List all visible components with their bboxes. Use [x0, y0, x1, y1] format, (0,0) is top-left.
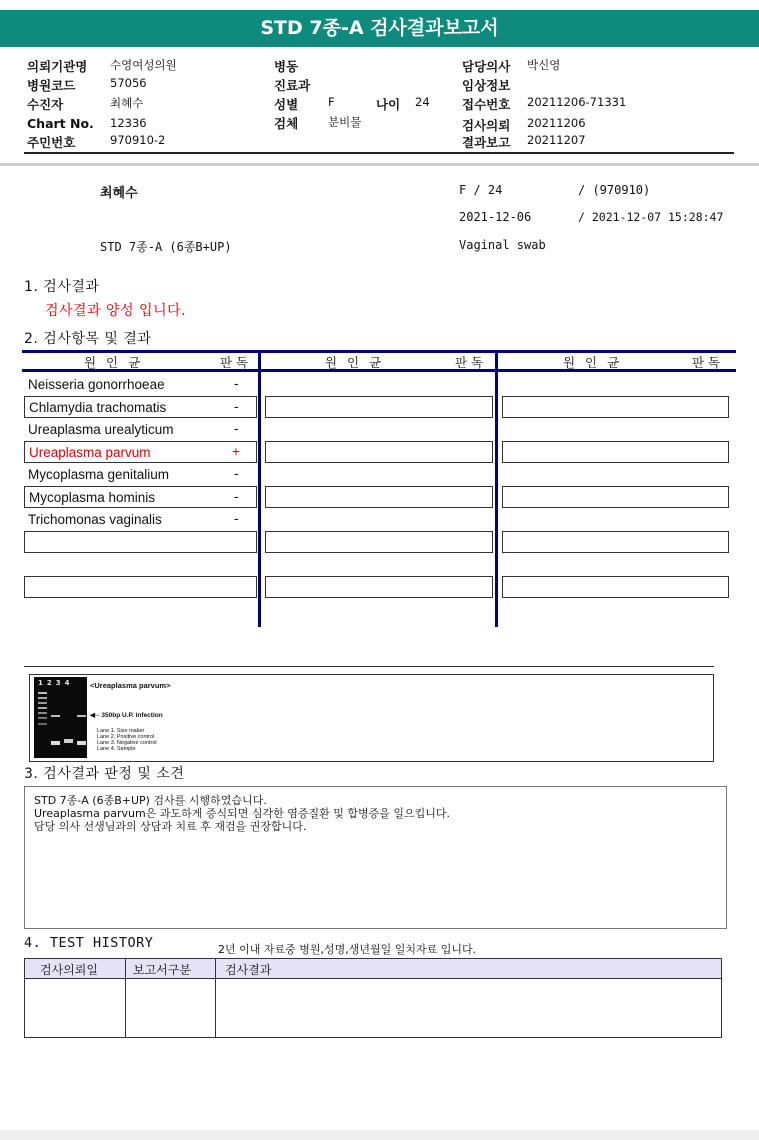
- gel-legend-item: Lane 2. Positive control: [97, 734, 155, 740]
- gel-lane-label: 1: [38, 679, 47, 687]
- specimen-label: 검체: [274, 116, 299, 131]
- patient-value: 최혜수: [110, 96, 144, 110]
- organism-result: -: [234, 466, 239, 481]
- table-cell-box: [24, 531, 257, 553]
- col-organism-2: 원 인 균: [325, 355, 385, 370]
- id-label: 주민번호: [27, 135, 76, 150]
- chart-value: 12336: [110, 116, 147, 130]
- organism-result: -: [234, 421, 239, 436]
- organism-name: Neisseria gonorrhoeae: [28, 377, 165, 392]
- organism-result: -: [234, 511, 239, 526]
- code-value: 57056: [110, 76, 147, 90]
- specimen-value: 분비물: [328, 115, 362, 129]
- comment-line-2-text: 은 과도하게 증식되면 심각한 염증질환 및 합병증을 일으킵니다.: [145, 807, 450, 820]
- table-cell-box: [265, 531, 493, 553]
- id-value: 970910-2: [110, 133, 166, 147]
- table-col-divider-2: [495, 350, 498, 627]
- comment-organism: Ureaplasma parvum: [34, 807, 146, 820]
- history-col-result: 검사결과: [225, 963, 272, 977]
- organism-result-positive: +: [232, 444, 240, 459]
- gel-electrophoresis-image: [34, 677, 87, 758]
- ward-label: 병동: [274, 59, 299, 74]
- result-label: 결과보고: [462, 135, 511, 150]
- gel-band-annotation: [90, 711, 163, 719]
- table-cell-box: [502, 531, 729, 553]
- header-divider: [24, 152, 734, 154]
- table-cell-box: [24, 576, 257, 598]
- patient-label: 수진자: [27, 97, 64, 112]
- hospital-value: 수영여성의원: [110, 58, 177, 72]
- arrow-left-icon: ◀─: [90, 712, 102, 719]
- code-label: 병원코드: [27, 78, 76, 93]
- doctor-value: 박신영: [527, 58, 561, 72]
- table-cell-box: [502, 396, 729, 418]
- gel-caption: <Ureaplasma parvum>: [90, 681, 171, 690]
- receipt-value: 20211206-71331: [527, 95, 627, 109]
- table-cell-box: [265, 441, 493, 463]
- gel-band-label: 350bp U.P. infection: [101, 712, 163, 719]
- report-title: STD 7종-A 검사결과보고서: [0, 10, 759, 47]
- history-header-row: [24, 958, 722, 979]
- gel-legend-item: Lane 1. Size maker: [97, 728, 145, 734]
- hospital-label: 의뢰기관명: [27, 59, 88, 74]
- organism-result: -: [234, 399, 239, 414]
- organism-result: -: [234, 376, 239, 391]
- table-cell-box: [502, 486, 729, 508]
- receipt-label: 접수번호: [462, 97, 511, 112]
- organism-name: Trichomonas vaginalis: [28, 512, 162, 527]
- section4-heading: 4. TEST HISTORY: [24, 935, 154, 951]
- summary-date: 2021-12-06: [459, 210, 532, 224]
- gel-legend: [97, 728, 157, 752]
- comment-line-3: 담당 의사 선생님과의 상담과 치료 후 재검을 권장합니다.: [34, 820, 307, 833]
- col-judge-2: 판 독: [455, 355, 484, 370]
- summary-test-name: STD 7종-A (6종B+UP): [100, 240, 232, 254]
- organism-name: Mycoplasma genitalium: [28, 467, 170, 482]
- section2-heading: 2. 검사항목 및 결과: [24, 331, 152, 347]
- summary-report-time: / 2021-12-07 15:28:47: [578, 210, 724, 224]
- col-organism-3: 원 인 균: [563, 355, 623, 370]
- dept-label: 진료과: [274, 78, 311, 93]
- history-col-divider-2: [215, 958, 216, 1038]
- comment-line-2: [34, 807, 450, 820]
- request-value: 20211206: [527, 116, 586, 130]
- gel-lane-label: 4: [64, 679, 74, 687]
- result-value: 20211207: [527, 133, 586, 147]
- age-label: 나이: [376, 97, 401, 112]
- history-col-request: 검사의뢰일: [40, 963, 98, 977]
- organism-result: -: [234, 489, 239, 504]
- section1-heading: 1. 검사결과: [24, 279, 100, 295]
- col-organism-1: 원 인 균: [84, 355, 144, 370]
- organism-name: Chlamydia trachomatis: [29, 400, 167, 415]
- sex-label: 성별: [274, 97, 299, 112]
- table-cell-box: [265, 486, 493, 508]
- table-col-divider-1: [258, 350, 261, 627]
- history-col-divider-1: [125, 958, 126, 1038]
- table-cell-box: [265, 396, 493, 418]
- chart-label: Chart No.: [27, 116, 94, 131]
- page-footer-band: [0, 1130, 759, 1140]
- gel-legend-item: Lane 3. Negative control: [97, 740, 157, 746]
- summary-birth: / (970910): [578, 183, 651, 197]
- organism-name-positive: Ureaplasma parvum: [29, 445, 151, 460]
- request-label: 검사의뢰: [462, 118, 511, 133]
- gel-top-rule: [24, 666, 714, 667]
- table-cell-box: [265, 576, 493, 598]
- history-body: [24, 978, 722, 1038]
- age-value: 24: [415, 95, 430, 109]
- header-shadow-rule: [0, 163, 759, 166]
- history-note: 2년 이내 자료중 병원,성명,생년월일 일치자료 입니다.: [218, 943, 477, 956]
- organism-name: Mycoplasma hominis: [29, 490, 156, 505]
- sex-value: F: [328, 95, 335, 109]
- history-col-type: 보고서구분: [133, 963, 191, 977]
- comment-line-1: STD 7종-A (6종B+UP) 검사를 시행하였습니다.: [34, 794, 267, 807]
- summary-sex-age: F / 24: [459, 183, 503, 197]
- summary-name: 최혜수: [100, 186, 138, 201]
- organism-name: Ureaplasma urealyticum: [28, 422, 174, 437]
- gel-bands-icon: [34, 677, 87, 758]
- summary-sample: Vaginal swab: [459, 238, 546, 252]
- gel-lane-label: 2: [46, 679, 56, 687]
- doctor-label: 담당의사: [462, 59, 511, 74]
- gel-legend-item: Lane 4. Sample: [97, 746, 136, 752]
- col-judge-1: 판 독: [220, 355, 249, 370]
- section3-heading: 3. 검사결과 판정 및 소견: [24, 766, 185, 782]
- table-cell-box: [502, 441, 729, 463]
- table-cell-box: [502, 576, 729, 598]
- col-judge-3: 판 독: [692, 355, 721, 370]
- section1-result-text: 검사결과 양성 입니다.: [45, 303, 187, 319]
- clinical-label: 임상정보: [462, 78, 511, 93]
- gel-lane-label: 3: [55, 679, 65, 687]
